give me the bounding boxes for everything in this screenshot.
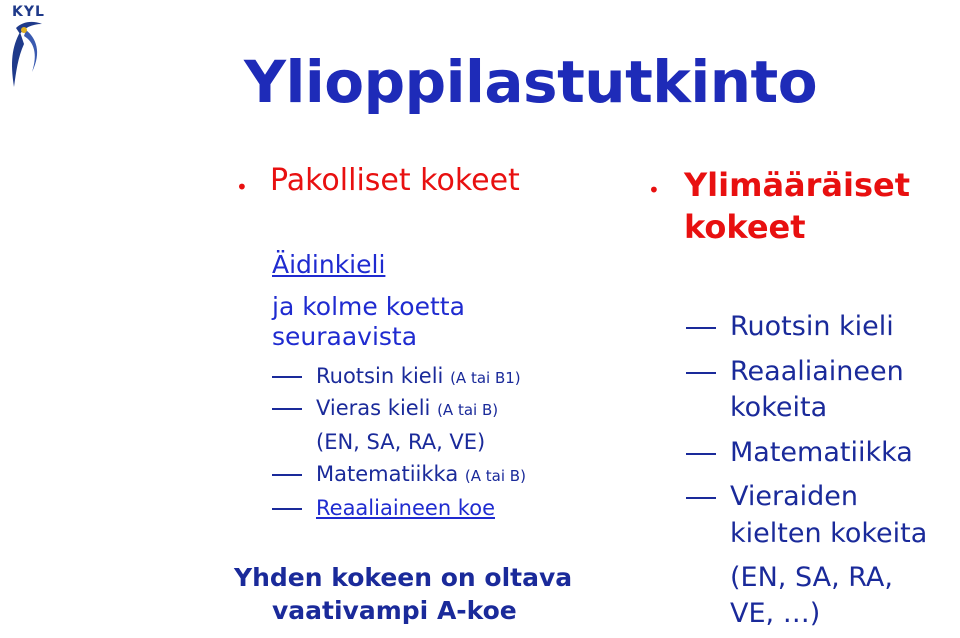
logo-text: KYL: [12, 4, 45, 20]
list-item-continuation: (EN, SA, RA,: [730, 562, 893, 593]
right-bullet: •: [648, 178, 660, 202]
page-title: Ylioppilastutkinto: [244, 48, 818, 116]
list-item: Ruotsin kieli (A tai B1): [272, 364, 521, 388]
reaaliaine-link[interactable]: Reaaliaineen koe: [316, 496, 495, 520]
footer-line-2: vaativampi A-koe: [272, 596, 517, 625]
dash-marker: [272, 376, 302, 378]
left-heading: Pakolliset kokeet: [270, 163, 520, 198]
dash-marker: [686, 497, 716, 499]
list-item: Vieras kieli (A tai B): [272, 396, 498, 420]
list-item-continuation: kielten kokeita: [730, 518, 928, 549]
dash-marker: [686, 372, 716, 374]
required-subject-link[interactable]: Äidinkieli: [272, 250, 386, 279]
right-heading-line-1: Ylimääräiset: [684, 166, 911, 204]
dash-marker: [686, 453, 716, 455]
left-bullet: •: [236, 175, 248, 199]
right-heading-line-2: kokeet: [684, 208, 806, 246]
list-item: [272, 496, 495, 520]
list-item: Reaaliaineen: [686, 356, 904, 387]
dash-marker: [686, 327, 716, 329]
list-item: Vieraiden: [686, 481, 858, 512]
list-item-continuation: kokeita: [730, 392, 828, 423]
intro-line-2: seuraavista: [272, 322, 418, 351]
list-item: Matematiikka (A tai B): [272, 462, 526, 486]
list-item-continuation: VE, …): [730, 598, 821, 629]
dash-marker: [272, 508, 302, 510]
dash-marker: [272, 474, 302, 476]
footer-line-1: Yhden kokeen on oltava: [234, 563, 573, 592]
list-item: Ruotsin kieli: [686, 311, 894, 342]
intro-line-1: ja kolme koetta: [272, 292, 465, 321]
list-item: Matematiikka: [686, 437, 913, 468]
dash-marker: [272, 408, 302, 410]
list-item-continuation: (EN, SA, RA, VE): [316, 430, 486, 454]
